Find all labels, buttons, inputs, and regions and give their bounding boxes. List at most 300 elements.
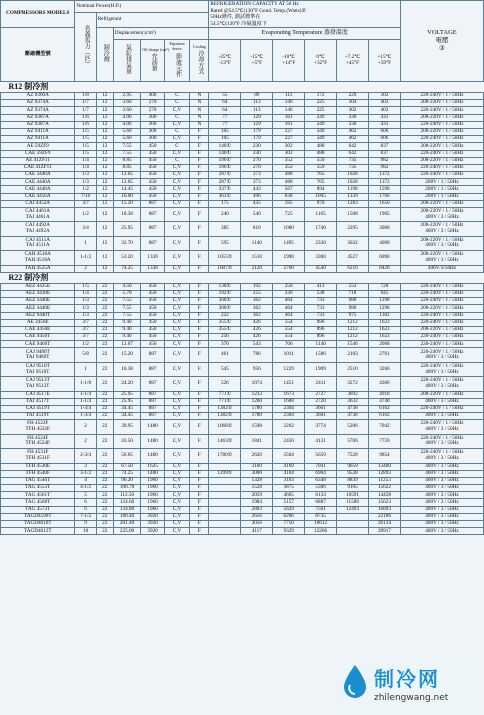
capacity-cell: 1590 [368, 186, 400, 193]
power-cell: 1/6 [75, 114, 96, 121]
cooling-cell: F [190, 492, 209, 499]
model-cell [1, 251, 75, 265]
voltage-value: 400V / 3 / 50Hz [425, 513, 459, 520]
power-cell: 4-1/2 [75, 485, 96, 492]
section-title: R22 制冷剂 [1, 272, 484, 283]
expansion-cell: C [164, 128, 190, 135]
capacity-cell: 302 [368, 93, 400, 100]
capacity-cell: 464 [273, 298, 305, 305]
voltage-value: 400V / 3 / 50Hz [425, 228, 459, 235]
oil-cell: 887 [141, 236, 164, 250]
capacity-cell: 1080 [273, 222, 305, 236]
voltage-value: 220-240V / 1 / 50Hz [420, 164, 464, 171]
refrigerant-cell: 22 [96, 305, 113, 312]
table-row [1, 434, 484, 448]
capacity-cell: 240 [209, 208, 241, 222]
cooling-cell: F [190, 413, 209, 420]
voltage-value: 220-240V / 1 / 50Hz [420, 362, 464, 369]
cooling-cell: F [190, 251, 209, 265]
cooling-cell: F [190, 136, 209, 143]
capacity-cell: 1586 [305, 348, 337, 362]
model-name: CAE 3440A [24, 171, 51, 178]
displacement-cell: 7.55 [113, 150, 141, 157]
capacity-cell: 370 [209, 341, 241, 348]
capacity-cell: 1298 [368, 305, 400, 312]
model-name: CAE 4440A [24, 178, 51, 185]
oil-cell: 1480 [141, 470, 164, 477]
cooling-cell: F [190, 499, 209, 506]
power-cell: 2-3/4 [75, 449, 96, 463]
refrigerant-cell: 12 [96, 200, 113, 207]
oil-cell: 450 [141, 341, 164, 348]
capacity-cell: 1212 [337, 334, 369, 341]
voltage-cn: 電壓 [435, 37, 449, 44]
refrigerant-cell: 22 [96, 513, 113, 520]
expansion-cell: C,V [164, 499, 190, 506]
capacity-cell: 540 [241, 208, 273, 222]
oil-cell: 450 [141, 172, 164, 179]
voltage-value: 220-240V / 1 / 50Hz [420, 405, 464, 412]
refrigerant-cell: 22 [96, 319, 113, 326]
oil-cell: 3920 [141, 521, 164, 528]
capacity-cell: 146 [273, 100, 305, 107]
model-name: AEZ 3440E [25, 297, 51, 304]
cooling-cell: F [190, 200, 209, 207]
voltage-value: 220-240V / 1 / 50Hz [420, 340, 464, 347]
voltage-value: 220-240V / 1 / 50Hz [420, 318, 464, 325]
expansion-cell: C,V [164, 290, 190, 297]
power-cell: 1 [75, 236, 96, 250]
oil-cell: 3920 [141, 513, 164, 520]
capacity-cell: 362 [241, 298, 273, 305]
capacity-cell: 786 [241, 348, 273, 362]
displacement-cell: 3.60 [113, 100, 141, 107]
capacity-cell: 302 [273, 150, 305, 157]
capacity-cell: 6162 [368, 405, 400, 412]
cooling-cell: F [190, 528, 209, 535]
table-row [1, 200, 484, 207]
oil-cell: 1480 [141, 420, 164, 434]
table-row [1, 362, 484, 376]
expansion-cell: C,V [164, 477, 190, 484]
model-cell [1, 413, 75, 420]
displacement-cell: 90.20 [113, 477, 141, 484]
model-name: AZ 9411A [26, 135, 49, 142]
capacity-cell: 706 [273, 341, 305, 348]
table-row [1, 377, 484, 391]
power-cell: 1/5 [75, 136, 96, 143]
power-cell: 5/8 [75, 348, 96, 362]
capacity-cell: 2202 [273, 420, 305, 434]
refrigerant-cell: 12 [96, 193, 113, 200]
capacity-cell: 1140 [305, 341, 337, 348]
capacity-cell: 1510 [241, 251, 273, 265]
voltage-value: 208-220V / 1 / 50Hz [420, 326, 464, 333]
voltage-value: 400V / 3 / 50Hz [425, 213, 459, 220]
model-name: AEZ 9440T [25, 311, 51, 318]
power-cell: 1/7 [75, 107, 96, 114]
capacity-cell: 7041 [305, 463, 337, 470]
capacity-cell: 970 [305, 200, 337, 207]
capacity-cell: 413 [305, 283, 337, 290]
table-row [1, 186, 484, 193]
refrigerant-cell: 22 [96, 405, 113, 412]
model-name: TAJ 4492A [25, 228, 50, 235]
model-name: AZ 9387A [26, 121, 49, 128]
table-row [1, 521, 484, 528]
cooling-cell: F [190, 236, 209, 250]
capacity-cell: 352 [273, 164, 305, 171]
capacity-cell: 4104 [273, 470, 305, 477]
table-row [1, 470, 484, 477]
capacity-cell: 1463① [209, 434, 241, 448]
capacity-cell: 6887 [305, 499, 337, 506]
table-row [1, 100, 484, 107]
model-name: TAJ 4517T [26, 398, 50, 405]
oil-cell: 450 [141, 157, 164, 164]
voltage-title: VOLTAGE [427, 29, 457, 36]
capacity-cell: 443 [241, 186, 273, 193]
oil-cell: 450 [141, 143, 164, 150]
col-cooling [190, 40, 209, 82]
capacity-cn2: 54.5℃(130°F 冷凝溫度下 [210, 20, 268, 27]
cooling-cell: F [190, 326, 209, 333]
cooling-cell: F [190, 405, 209, 412]
table-row [1, 128, 484, 135]
capacity-cell: 3103 [273, 477, 305, 484]
oil-cell: 1480 [141, 434, 164, 448]
model-name: TAGD4612T [23, 527, 52, 534]
capacity-cell: 431 [368, 114, 400, 121]
capacity-cell: 140① [209, 143, 241, 150]
col-oil-cn: 充油量 [150, 53, 157, 71]
capacity-cell [337, 513, 369, 520]
capacity-cell: 179 [241, 128, 273, 135]
oil-cell: 887 [141, 362, 164, 376]
capacity-cell: 161 [273, 114, 305, 121]
voltage-value: 220-240V / 1 / 50Hz [420, 348, 464, 355]
voltage-cell [400, 341, 483, 348]
capacity-cell: 2720 [305, 398, 337, 405]
capacity-cell: 2330 [305, 236, 337, 250]
capacity-cell: 1005 [305, 193, 337, 200]
capacity-cell: 222 [209, 312, 241, 319]
capacity-cell: 13400 [368, 463, 400, 470]
voltage-value: 208-220V / 1 / 50Hz [420, 304, 464, 311]
voltage-value: 400V / 3 / 50Hz [425, 491, 459, 498]
cooling-cell: F [190, 193, 209, 200]
capacity-cell: 975 [337, 312, 369, 319]
model-name: TAJ 9510T [26, 368, 50, 375]
expansion-cell: C,V [164, 186, 190, 193]
refrigerant-cell: 22 [96, 499, 113, 506]
model-name: TAJ 9513T [26, 382, 50, 389]
temp-cell-3 [305, 40, 337, 82]
capacity-cell: 3032 [337, 236, 369, 250]
model-name: AZ 0360A [26, 92, 49, 99]
capacity-cell: 3000 [241, 470, 273, 477]
capacity-cell: 2727 [305, 391, 337, 398]
model-name: AEZ 4440E [25, 304, 51, 311]
voltage-value: 220-240V / 1 / 50Hz [420, 333, 464, 340]
model-name: CAJ 4511A [25, 236, 50, 243]
capacity-cell: 1028 [337, 172, 369, 179]
model-cell [1, 236, 75, 250]
cooling-cell: F [190, 222, 209, 236]
voltage-cell [400, 251, 483, 265]
displacement-cell: 2.95 [113, 93, 141, 100]
cooling-cell: F [190, 506, 209, 513]
table-header [1, 1, 484, 82]
capacity-cell: 9659 [337, 463, 369, 470]
voltage-value: 220-240V / 1 / 50Hz [420, 135, 464, 142]
expansion-cell: C,V [164, 463, 190, 470]
temp-f-5: +59°F [377, 59, 391, 66]
capacity-cell: 896 [305, 334, 337, 341]
capacity-cell: 837 [368, 150, 400, 157]
capacity-cell: 956 [241, 362, 273, 376]
capacity-cell: 230 [241, 150, 273, 157]
table-row [1, 506, 484, 513]
displacement-cell: 3.60 [113, 107, 141, 114]
displacement-cell: 124.60 [113, 499, 141, 506]
section-title: R12 制冷剂 [1, 82, 484, 93]
capacity-cell: 4366 [368, 377, 400, 391]
capacity-cell: 270 [241, 157, 273, 164]
model-name: CAJ 4461A [25, 208, 51, 215]
model-name: TAG 4546T [25, 477, 51, 484]
model-cell [1, 492, 75, 499]
displacement-cell: 25.95 [113, 398, 141, 405]
table-row [1, 326, 484, 333]
table-row [1, 208, 484, 222]
refrigerant-cell: 12 [96, 179, 113, 186]
capacity-cell: 1165 [305, 208, 337, 222]
capacity-cell: 230 [241, 143, 273, 150]
refrigerant-cell: 12 [96, 208, 113, 222]
capacity-cell: 9854 [368, 449, 400, 463]
model-cell [1, 528, 75, 535]
capacity-cell: 464 [273, 312, 305, 319]
power-cell: 2 [75, 420, 96, 434]
expansion-cell: C,V [164, 150, 190, 157]
capacity-cell: 4918 [368, 391, 400, 398]
power-cell: 1/4 [75, 290, 96, 297]
table-row [1, 398, 484, 405]
capacity-cell: 3601 [305, 413, 337, 420]
capacity-title: REFRIGERATION CAPACITY AT 50 Hz [210, 1, 299, 7]
displacement-cell: 12.05 [113, 179, 141, 186]
cooling-title: Cooling [192, 44, 206, 50]
cooling-cell: N [190, 107, 209, 114]
displacement-cell: 15.20 [113, 200, 141, 207]
power-cell: 7/16 [75, 193, 96, 200]
expansion-cell: C,V [164, 405, 190, 412]
table-row [1, 485, 484, 492]
voltage-cell [400, 172, 483, 179]
cooling-cell: F [190, 391, 209, 398]
expansion-cell: C,V [164, 434, 190, 448]
capacity-cell [209, 499, 241, 506]
capacity-cell: 7042 [368, 420, 400, 434]
voltage-value: 400V / 3 / 50Hz [425, 256, 459, 263]
expansion-cell: C,V [164, 208, 190, 222]
capacity-cell: 5206 [337, 420, 369, 434]
oil-cell: 1330 [141, 251, 164, 265]
table-row [1, 172, 484, 179]
voltage-value: 220-240V / 1 / 50Hz [420, 311, 464, 318]
expansion-cell: C,V [164, 251, 190, 265]
voltage-cell [400, 222, 483, 236]
capacity-cell: 161 [273, 121, 305, 128]
capacity-cell: 1780 [241, 413, 273, 420]
capacity-cell: 8735 [305, 513, 337, 520]
model-name: AE 3450E [26, 318, 49, 325]
table-row [1, 492, 484, 499]
expansion-cell: C,V [164, 222, 190, 236]
oil-charge-title: Oil charge (cm³) [142, 47, 169, 53]
model-name: TAJ 9480T [26, 354, 50, 361]
table-row [1, 341, 484, 348]
capacity-cell: 642 [337, 143, 369, 150]
capacity-cell: 10591 [337, 492, 369, 499]
table-row [1, 157, 484, 164]
temp-f-3: +32°F [314, 59, 328, 66]
capacity-cell: 638 [273, 193, 305, 200]
refrigerant-cell: 22 [96, 298, 113, 305]
power-cell: 1 [75, 362, 96, 376]
capacity-cell: 837 [368, 143, 400, 150]
capacity-cell: 55 [209, 93, 241, 100]
oil-cell: 300 [141, 114, 164, 121]
oil-cell: 1330 [141, 265, 164, 272]
model-name: TFH 4522F [25, 426, 50, 433]
capacity-cell: 1780 [241, 405, 273, 412]
model-name: TAG 4573T [25, 505, 51, 512]
cooling-cell: F [190, 477, 209, 484]
capacity-cell: 403 [368, 107, 400, 114]
capacity-cell: 1298 [368, 298, 400, 305]
capacity-cell: 4117 [241, 528, 273, 535]
table-row [1, 251, 484, 265]
capacity-cell: 1382① [209, 405, 241, 412]
refrigerant-cell: 22 [96, 312, 113, 319]
voltage-value: 220-240V / 1 / 50Hz [420, 283, 464, 290]
refrigerant-cell: 22 [96, 348, 113, 362]
refrigerant-cell: 12 [96, 164, 113, 171]
capacity-cell: 488 [273, 179, 305, 186]
oil-cell: 300 [141, 121, 164, 128]
capacity-cell: 606 [368, 128, 400, 135]
cooling-cell: F [190, 312, 209, 319]
capacity-cell: 5306 [305, 485, 337, 492]
displacement-cell: 74.25 [113, 470, 141, 477]
expansion-cell: C,V [164, 312, 190, 319]
refrigerant-cell: 12 [96, 157, 113, 164]
table-row [1, 164, 484, 171]
capacity-cell: 526 [209, 377, 241, 391]
capacity-cell: 1780① [209, 449, 241, 463]
capacity-cell: 373 [241, 179, 273, 186]
capacity-cell: 255 [241, 290, 273, 297]
capacity-cell: 129 [241, 114, 273, 121]
refrigerant-cell: 22 [96, 341, 113, 348]
cooling-cell: F [190, 463, 209, 470]
voltage-value: 400V / 3 / 50Hz [425, 426, 459, 433]
power-cell: 1/3 [75, 298, 96, 305]
temp-cell-5 [368, 40, 400, 82]
cooling-cell: F [190, 348, 209, 362]
oil-cell: 450 [141, 326, 164, 333]
expansion-title: Expansion device [169, 41, 185, 52]
power-cell: 2 [75, 434, 96, 448]
power-cell: 3-1/2 [75, 470, 96, 477]
col-power [75, 13, 96, 82]
voltage-value: 220-240V / 1 / 50Hz [420, 377, 464, 384]
capacity-cell: 3632 [337, 398, 369, 405]
voltage-cell [400, 100, 483, 107]
capacity-cell [209, 521, 241, 528]
capacity-cell: 4000 [368, 236, 400, 250]
capacity-cell: 1011 [273, 348, 305, 362]
capacity-cell: 538 [305, 290, 337, 297]
capacity-cell: 26134 [368, 521, 400, 528]
cooling-cell: F [190, 186, 209, 193]
voltage-value: 208V / 1 / 50Hz [425, 192, 459, 199]
power-cell: 1/5 [75, 283, 96, 290]
capacity-cell: 1607① [209, 265, 241, 272]
capacity-cell: 3875 [273, 485, 305, 492]
displacement-cell: 18.38 [113, 208, 141, 222]
oil-cell: 450 [141, 150, 164, 157]
oil-cell: 450 [141, 164, 164, 171]
model-name: CAJ 4517E [25, 390, 50, 397]
temp-cell-1 [241, 40, 273, 82]
power-cell: 1/7 [75, 100, 96, 107]
capacity-cell: 896 [305, 319, 337, 326]
capacity-cell: 765 [305, 179, 337, 186]
refrigerant-cell: 22 [96, 485, 113, 492]
model-name: CAJ 4519T [25, 405, 50, 412]
voltage-value: 400V / 3 / 50Hz [425, 484, 459, 491]
refrigerant-cell: 12 [96, 236, 113, 250]
capacity-cell: 64 [209, 107, 241, 114]
capacity-cell: 595 [209, 236, 241, 250]
power-cell: 1/3 [75, 305, 96, 312]
capacity-cell: 771① [209, 398, 241, 405]
table-row [1, 413, 484, 420]
model-cell [1, 449, 75, 463]
capacity-cell: 945 [368, 290, 400, 297]
capacity-cell: 113 [241, 100, 273, 107]
voltage-value: 400V / 3 / 50Hz [425, 242, 459, 249]
capacity-cell: 6216 [337, 265, 369, 272]
cooling-cell: N [190, 121, 209, 128]
displacement-cell: 7.55 [113, 143, 141, 150]
table-row [1, 143, 484, 150]
capacity-cell: 3272 [337, 377, 369, 391]
cooling-cell: F [190, 362, 209, 376]
capacity-cell: 1623 [368, 334, 400, 341]
cooling-cell: F [190, 377, 209, 391]
expansion-cell: C,V [164, 449, 190, 463]
capacity-cell: 129 [241, 121, 273, 128]
power-cell: 1/5 [75, 143, 96, 150]
capacity-cell: 3774 [305, 420, 337, 434]
displacement-cell: 34.45 [113, 413, 141, 420]
voltage-cell [400, 298, 483, 305]
voltage-cell [400, 265, 483, 272]
